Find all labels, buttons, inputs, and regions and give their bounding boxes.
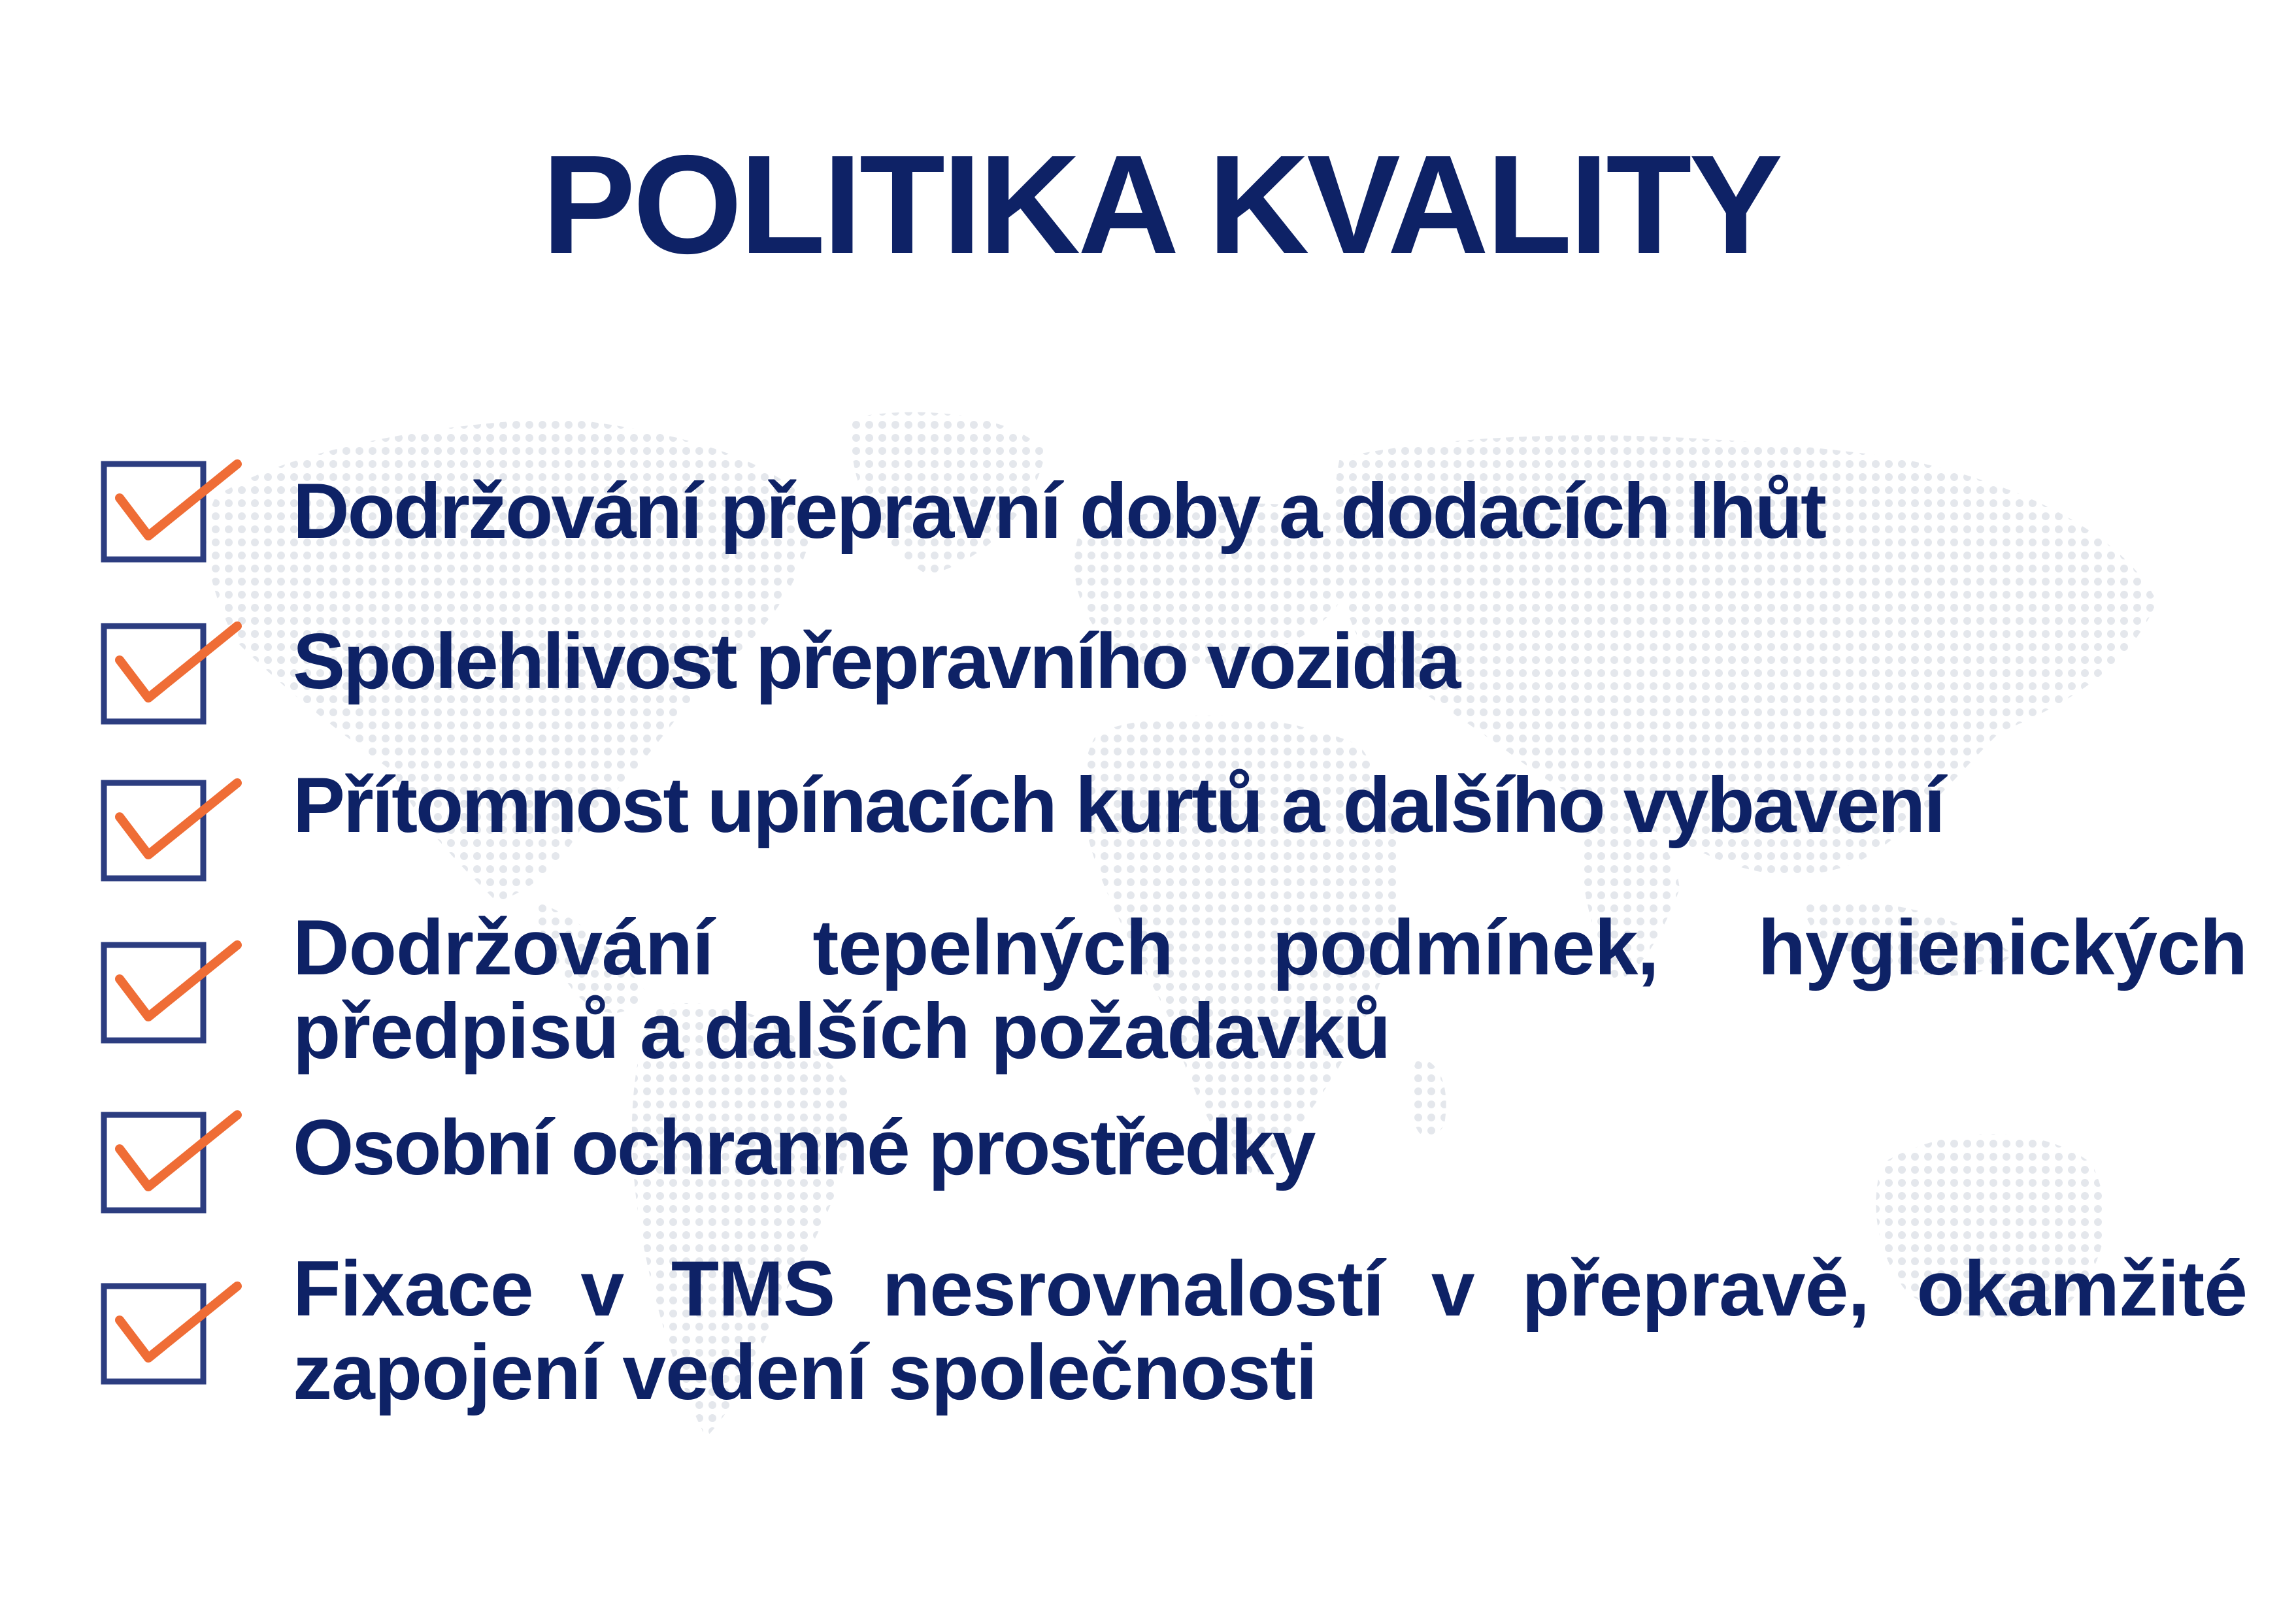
checkbox-checked-icon: [95, 1108, 245, 1239]
list-item-text: Osobní ochranné prostředky: [293, 1104, 1314, 1191]
list-item-text: Dodržování přepravní doby a dodacích lhůt: [293, 467, 1825, 555]
list-item-text: Dodržování tepelných podmínek, hygienických předpisů a dalších požadavků: [293, 904, 2247, 1075]
checkbox-checked-icon: [95, 1280, 245, 1410]
page-title: POLITIKA KVALITY: [542, 125, 1780, 283]
list-item-text: Spolehlivost přepravního vozidla: [293, 618, 1459, 705]
list-item-text: Přítomnost upínacích kurtů a dalšího vybavení: [293, 761, 1944, 849]
checkbox-checked-icon: [95, 938, 245, 1069]
checkbox-checked-icon: [95, 776, 245, 907]
checkbox-checked-icon: [95, 620, 245, 750]
list-item-text: Fixace v TMS nesrovnalostí v přepravě, okamžité zapojení vedení společnosti: [293, 1245, 2247, 1416]
checkbox-checked-icon: [95, 457, 245, 588]
